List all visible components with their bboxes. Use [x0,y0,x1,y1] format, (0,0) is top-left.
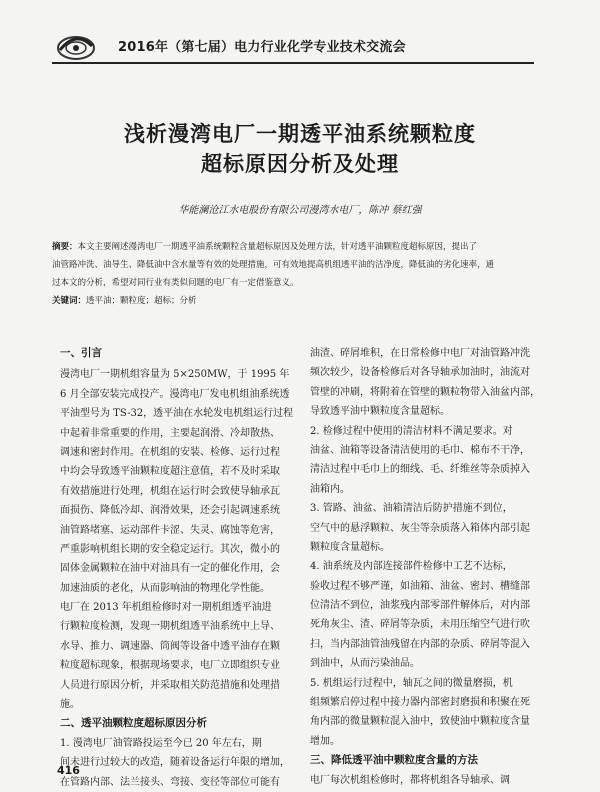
text-line: 油盆、油箱等设备清洁使用的毛巾、棉布不干净， [310,444,530,456]
conference-logo-icon [56,28,96,62]
text-line: 验收过程不够严谨，如油箱、油盆、密封、槽缝部 [310,580,530,592]
conference-title: 2016年（第七届）电力行业化学专业技术交流会 [118,40,406,55]
abstract-line: 过本文的分析，希望对同行业有类似问题的电厂有一定借鉴意义。 [52,278,299,288]
abstract [52,238,542,310]
text-line: 2. 检修过程中使用的清洁材料不满足要求。对 [310,425,513,437]
text-line: 固体金属颗粒在油中对油具有一定的催化作用，会 [60,563,280,575]
text-line: 5. 机组运行过程中，轴瓦之间的微量磨损，机 [310,677,513,689]
text-line: 组频繁启停过程中接力器内部密封磨损和积聚在死 [310,697,530,709]
text-line: 间未进行过较大的改造，随着设备运行年限的增加， [60,757,290,769]
page-number: 416 [57,764,80,777]
abstract-line: 油管路冲洗、油导生、降低油中含水量等有效的处理措施，可有效地提高机组透平油的洁净度，降低油的劣化速率，通 [52,260,495,270]
page-header [0,0,600,72]
text-line: 施。 [60,699,80,711]
paper-title-line-1: 浅析漫湾电厂一期透平油系统颗粒度 [124,122,476,146]
section-heading: 二、透平油颗粒度超标原因分析 [60,717,207,730]
text-line: 面损伤、降低冷却、润滑效果，还会引起调速系统 [60,505,280,517]
right-column [310,344,550,790]
left-column [60,344,300,792]
text-line: 中起着非常重要的作用，主要起润滑、冷却散热、 [60,427,280,439]
text-line: 位清洁不到位，油浆残内部零部件解体后，对内部 [310,600,530,612]
section-heading: 一、引言 [60,347,102,359]
text-line: 电厂每次机组检修时，都将机组各导轴承、调 [310,774,510,786]
text-line: 到油中，从而污染油品。 [310,658,420,670]
text-line: 平油型号为 TS-32，透平油在水轮发电机组运行过程 [60,408,294,420]
text-line: 1. 漫湾电厂油管路投运至今已 20 年左右，期 [60,737,262,749]
keywords-text: 透平油；颗粒度；超标；分析 [86,296,197,306]
text-line: 调速和密封作用。在机组的安装、检修、运行过程 [60,446,280,458]
text-line: 颗粒度含量超标。 [310,541,390,553]
text-line: 中均会导致透平油颗粒度超注意值，若不及时采取 [60,466,280,478]
text-line: 人员进行原因分析，并采取相关防范措施和处理措 [60,679,280,691]
text-line: 在管路内部、法兰接头、弯接、变径等部位可能有 [60,776,280,788]
text-line: 扫，当内部油管油残留在内部的杂质、碎屑等混入 [310,638,530,650]
header-rule [52,62,534,64]
text-line: 油管路堵塞、运动部件卡涩、失灵、腐蚀等危害， [60,524,280,536]
authors: 华能澜沧江水电股份有限公司漫湾水电厂，陈冲 蔡红强 [178,205,422,216]
text-line: 油箱内。 [310,483,350,495]
text-line: 油渣、碎屑堆积，在日常检修中电厂对油管路冲洗 [310,348,530,359]
text-line: 粒度超标现象，根据现场要求，电厂立即组织专业 [60,660,280,672]
abstract-line: 本文主要阐述漫湾电厂一期透平油系统颗粒含量超标原因及处理方法，针对透平油颗粒度超标原因，提出了 [77,242,478,252]
keywords-label: 关键词： [52,296,87,306]
keywords [52,292,542,310]
text-line: 清洁过程中毛巾上的细线、毛、纤维丝等杂质掉入 [310,464,530,476]
text-line: 严重影响机组长期的安全稳定运行。其次，微小的 [60,543,280,555]
text-line: 有效措施进行处理，机组在运行时会致使导轴承瓦 [60,485,280,497]
section-heading: 三、降低透平油中颗粒度含量的方法 [310,754,478,767]
text-line: 增加。 [310,735,340,747]
text-line: 死角灰尘、渣、碎屑等杂质，未用压缩空气进行吹 [310,619,530,631]
text-line: 电厂在 2013 年机组检修时对一期机组透平油进 [60,602,272,614]
text-line: 角内部的微量颗粒混入油中，致使油中颗粒度含量 [310,716,530,728]
text-line: 管壁的冲刷，将附着在管壁的颗粒物带入油盆内部， [310,386,540,398]
text-line: 行颗粒度检测，发现一期机组透平油系统中上导、 [60,621,280,633]
text-line: 导致透平油中颗粒度含量超标。 [310,406,450,418]
text-line: 3. 管路、油盆、油箱清洁后防护措施不到位， [310,503,513,515]
text-line: 加速油质的老化，从而影响油的物理化学性能。 [60,582,270,594]
text-line: 4. 油系统及内部连接部件检修中工艺不达标， [310,561,513,573]
text-line: 频次较少，设备检修后对各导轴承加油时，油流对 [310,367,530,379]
text-line: 水导、推力、调速器、筒阀等设备中透平油存在颗 [60,640,280,652]
text-line: 6 月全部安装完成投产。漫湾电厂发电机组油系统透 [60,388,290,400]
text-line: 空气中的悬浮颗粒、灰尘等杂质落入箱体内部引起 [310,522,530,534]
abstract-label: 摘要： [52,242,78,252]
paper-title-line-2: 超标原因分析及处理 [201,152,399,176]
text-line: 漫湾电厂一期机组容量为 5×250MW，于 1995 年 [60,369,290,381]
